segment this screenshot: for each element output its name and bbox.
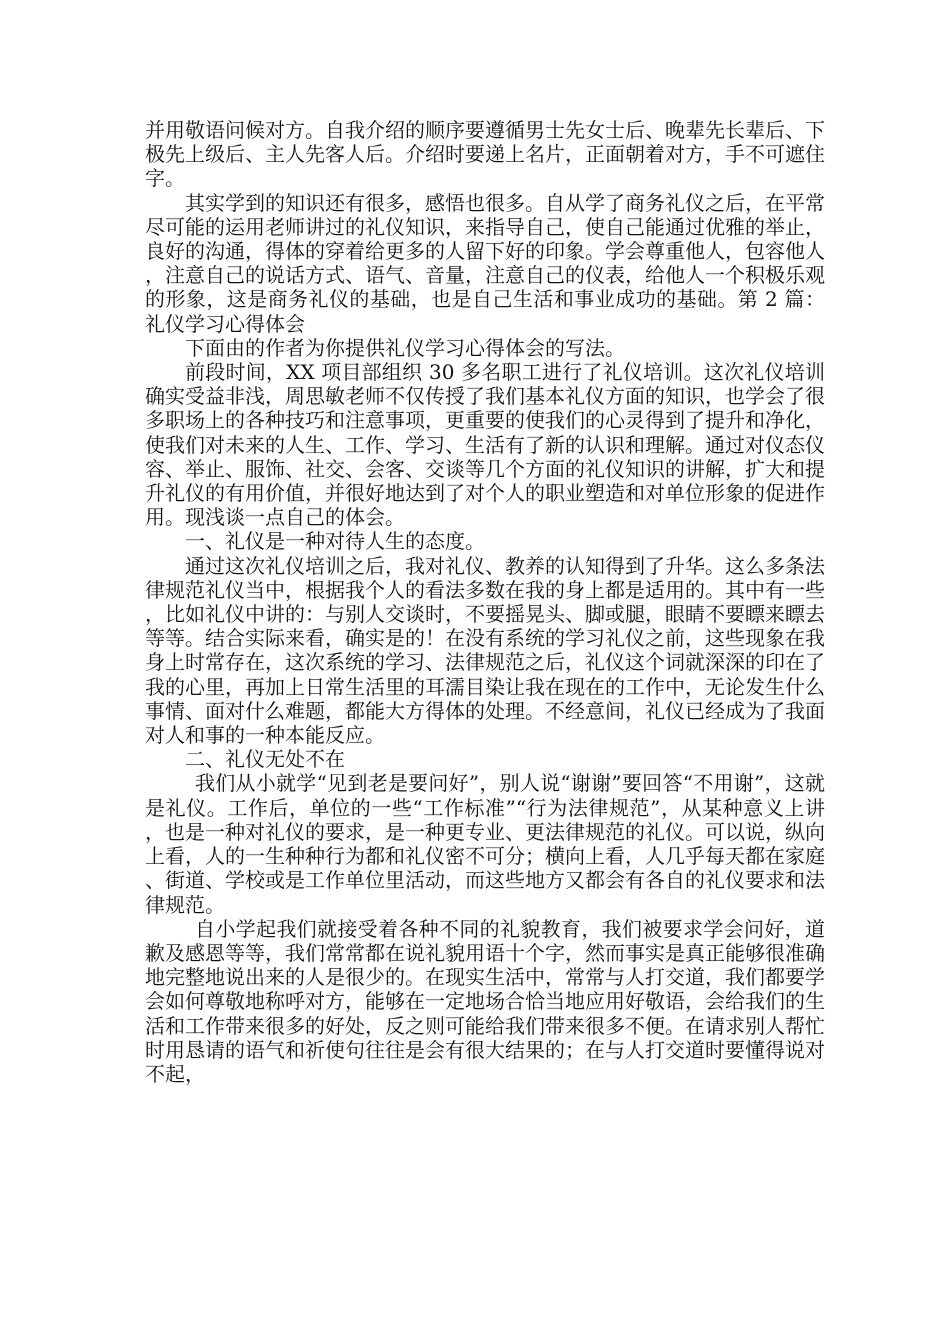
document-body: [145, 118, 825, 1086]
paragraph-section-2-body: 我们从小就学“见到老是要问好”，别人说“谢谢”要回答“不用谢”，这就是礼仪。工作后，单位的一些“工作标准”“行为法律规范”，从某种意义上讲，也是一种对礼仪的要求，是一种更专业、更法律规范的礼仪。可以说，纵向上看，人的一生种种行为都和礼仪密不可分；横向上看，人几乎每天都在家庭、街道、学校或是工作单位里活动，而这些地方又都会有各自的礼仪要求和法律规范。: [145, 771, 825, 917]
section-heading-2: 二、礼仪无处不在: [185, 747, 345, 772]
paragraph-politeness-education: 自小学起我们就接受着各种不同的礼貌教育，我们被要求学会问好，道歉及感恩等等，我们常常都在说礼貌用语十个字，然而事实是真正能够很准确地完整地说出来的人是很少的。在现实生活中，常常与人打交道，我们都要学会如何尊敬地称呼对方，能够在一定地场合恰当地应用好敬语，会给我们的生活和工作带来很多的好处，反之则可能给我们带来很多不便。在请求别人帮忙时用恳请的语气和祈使句往往是会有很大结果的；在与人打交道时要懂得说对不起，: [145, 916, 825, 1086]
section-heading-1: 一、礼仪是一种对待人生的态度。: [185, 529, 485, 554]
paragraph-section-1-body: 通过这次礼仪培训之后，我对礼仪、教养的认知得到了升华。这么多条法律规范礼仪当中，根据我个人的看法多数在我的身上都是适用的。其中有一些，比如礼仪中讲的：与别人交谈时，不要摇晃头、脚或腿，眼睛不要瞟来瞟去等等。结合实际来看，确实是的！在没有系统的学习礼仪之前，这些现象在我身上时常存在，这次系统的学习、法律规范之后，礼仪这个词就深深的印在了我的心里，再加上日常生活里的耳濡目染让我在现在的工作中，无论发生什么事情、面对什么难题，都能大方得体的处理。不经意间，礼仪已经成为了我面对人和事的一种本能反应。: [145, 553, 825, 748]
paragraph-author-note: 下面由的作者为你提供礼仪学习心得体会的写法。: [185, 335, 625, 360]
paragraph-training-overview: 前段时间，XX 项目部组织 30 多名职工进行了礼仪培训。这次礼仪培训确实受益非浅，周思敏老师不仅传授了我们基本礼仪方面的知识，也学会了很多职场上的各种技巧和注意事项，更重要的使我们的心灵得到了提升和净化，使我们对未来的人生、工作、学习、生活有了新的认识和理解。通过对仪态仪容、举止、服饰、社交、会客、交谈等几个方面的礼仪知识的讲解，扩大和提升礼仪的有用价值，并很好地达到了对个人的职业塑造和对单位形象的促进作用。现浅谈一点自己的体会。: [145, 360, 825, 530]
paragraph-intro-continuation: 并用敬语问候对方。自我介绍的顺序要遵循男士先女士后、晚辈先长辈后、下极先上级后、主人先客人后。介绍时要递上名片，正面朝着对方，手不可遮住字。: [145, 118, 825, 191]
paragraph-business-etiquette-reflection: 其实学到的知识还有很多，感悟也很多。自从学了商务礼仪之后，在平常尽可能的运用老师讲过的礼仪知识，来指导自己，使自己能通过优雅的举止，良好的沟通，得体的穿着给更多的人留下好的印象。学会尊重他人，包容他人，注意自己的说话方式、语气、音量，注意自己的仪表，给他人一个积极乐观的形象，这是商务礼仪的基础，也是自己生活和事业成功的基础。第 2 篇：礼仪学习心得体会: [145, 190, 825, 336]
